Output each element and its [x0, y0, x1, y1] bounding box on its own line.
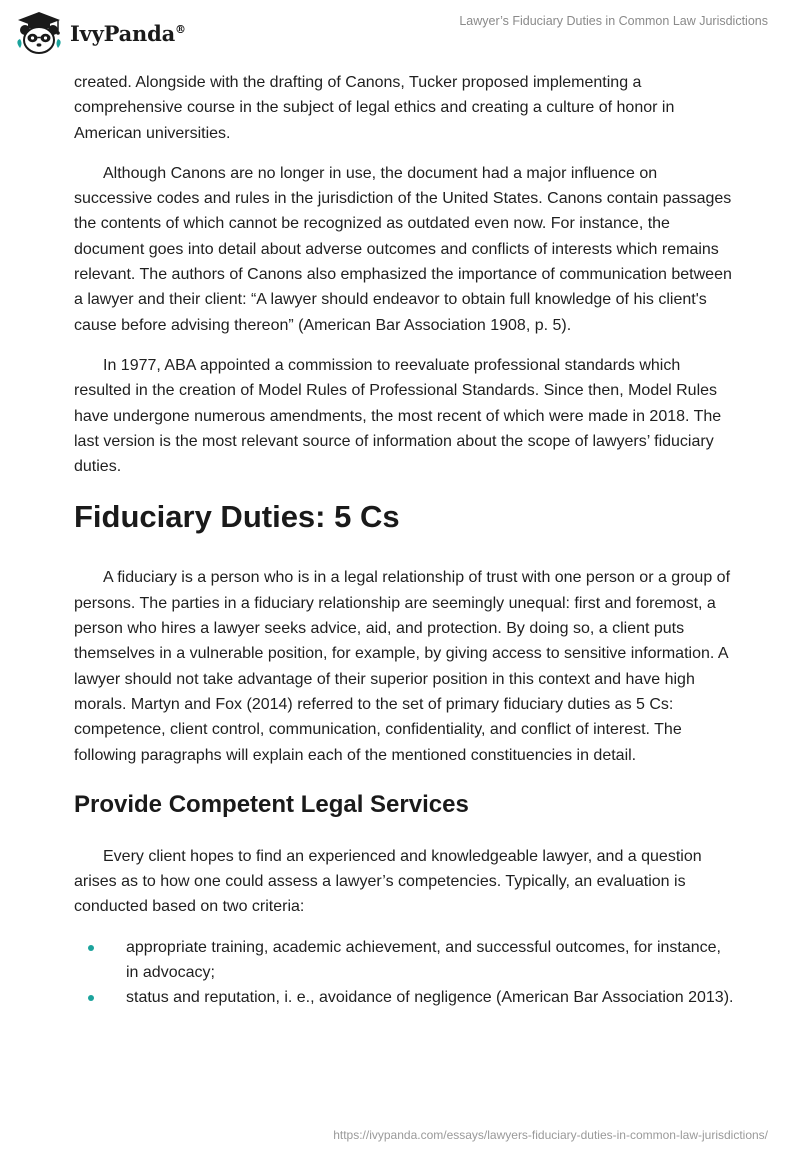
criteria-list	[74, 935, 734, 1011]
ivypanda-logo[interactable]	[14, 10, 186, 56]
essay-content	[74, 70, 734, 1011]
paragraph: A fiduciary is a person who is in a legal relationship of trust with one person or a group of persons. The parties in a fiduciary relationship are seemingly unequal: first and foremost, a person who hires a lawyer seeks advice, aid, and protection. By doing so, a client puts themselves in a vulnerable position, for example, by giving access to sensitive information. A lawyer should not take advantage of their superior position in this context and have high morals. Martyn and Fox (2014) referred to the set of primary fiduciary duties as 5 Cs: competence, client control, communication, confidentiality, and conflict of interest. The following paragraphs will explain each of the mentioned constituencies in detail.	[74, 569, 731, 764]
bullet-icon	[88, 945, 94, 951]
paragraph: created. Alongside with the drafting of Canons, Tucker proposed implementing a comprehensive course in the subject of legal ethics and creating a culture of honor in American universities.	[74, 74, 675, 142]
section-heading: Fiduciary Duties: 5 Cs	[74, 499, 400, 535]
list-item: appropriate training, academic achievement, and successful outcomes, for instance, in advocacy;	[74, 935, 734, 986]
document-title: Lawyer’s Fiduciary Duties in Common Law Jurisdictions	[459, 14, 768, 28]
paragraph: Although Canons are no longer in use, the document had a major influence on successive codes and rules in the jurisdiction of the United States. Canons contain passages the contents of which cannot be recognized as outdated even now. For instance, the document goes into detail about adverse outcomes and conflicts of interests which remains relevant. The authors of Canons also emphasized the importance of communication between a lawyer and their client: “A lawyer should endeavor to obtain full knowledge of his client's cause before advising thereon” (American Bar Association 1908, p. 5).	[74, 164, 732, 334]
panda-graduate-icon	[14, 10, 64, 56]
paragraph: Every client hopes to find an experienced and knowledgeable lawyer, and a question arises as to how one could assess a lawyer’s competencies. Typically, an evaluation is conducted based on two criteria:	[74, 847, 702, 916]
brand-name: IvyPanda®	[70, 20, 186, 46]
list-item: status and reputation, i. e., avoidance of negligence (American Bar Association 2013).	[74, 985, 734, 1010]
registered-mark: ®	[175, 22, 186, 36]
bullet-icon	[88, 995, 94, 1001]
subsection-heading: Provide Competent Legal Services	[74, 790, 469, 818]
page-header	[0, 0, 800, 66]
paragraph: In 1977, ABA appointed a commission to reevaluate professional standards which resulted in the creation of Model Rules of Professional Standards. Since then, Model Rules have undergone numerous amendments, the most recent of which were made in 2018. The last version is the most relevant source of information about the scope of lawyers’ fiduciary duties.	[74, 356, 722, 476]
source-url[interactable]: https://ivypanda.com/essays/lawyers-fiduciary-duties-in-common-law-jurisdictions/	[333, 1128, 768, 1142]
